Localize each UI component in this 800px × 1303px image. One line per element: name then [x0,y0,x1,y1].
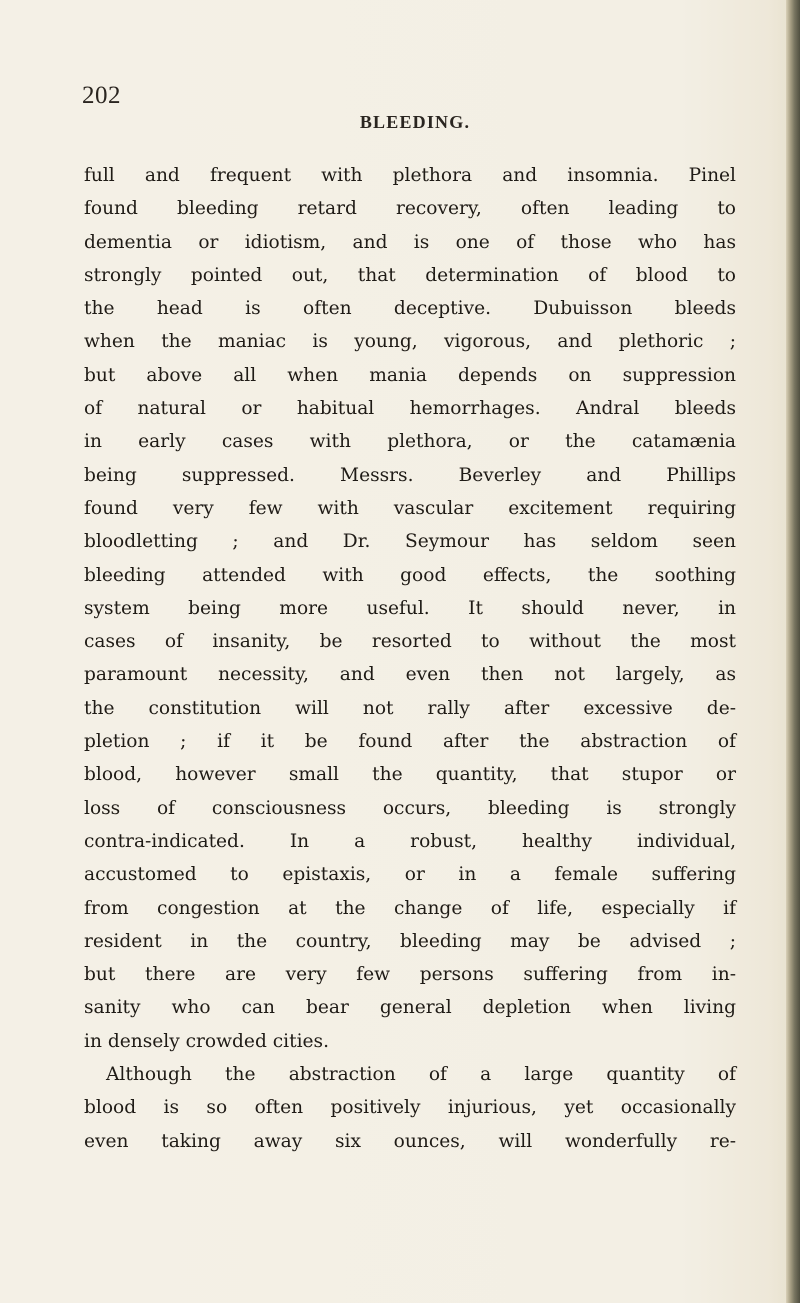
text-line: strongly pointed out, that determination of blood to [84,264,736,286]
running-head: BLEEDING. [359,112,471,132]
text-line: resident in the country, bleeding may be advised ; [84,930,736,952]
page-number: 202 [82,82,121,109]
text-line: sanity who can bear general depletion when living [84,997,736,1019]
text-line: dementia or idiotism, and is one of those who has [84,231,736,253]
text-line: found very few with vascular excitement requiring [84,497,736,519]
text-line: even taking away six ounces, will wonderfully re- [84,1130,736,1152]
text-line: when the maniac is young, vigorous, and plethoric ; [84,331,736,353]
text-line: of natural or habitual hemorrhages. Andral bleeds [84,398,736,420]
text-line: bloodletting ; and Dr. Seymour has seldom seen [84,531,736,553]
paragraph-end-line: in densely crowded cities. [84,1030,329,1052]
text-line: loss of consciousness occurs, bleeding is strongly [84,797,736,819]
text-line: but there are very few persons suffering from in- [84,964,736,986]
text-line: full and frequent with plethora and insomnia. Pinel [84,165,736,186]
text-line: accustomed to epistaxis, or in a female suffering [84,864,736,886]
text-line: the head is often deceptive. Dubuisson bleeds [84,298,736,320]
text-line: pletion ; if it be found after the abstraction of [84,731,736,753]
text-line: cases of insanity, be resorted to without the most [84,631,736,653]
text-line: being suppressed. Messrs. Beverley and Phillips [84,464,736,486]
page-edge-shadow [786,0,800,1303]
text-line: contra-indicated. In a robust, healthy individual, [84,830,736,852]
text-line: in early cases with plethora, or the catamænia [84,431,736,453]
text-line: blood is so often positively injurious, yet occasionally [84,1097,736,1119]
text-line: paramount necessity, and even then not largely, as [84,664,736,686]
text-line: the constitution will not rally after excessive de- [84,697,736,719]
text-line: blood, however small the quantity, that stupor or [84,764,736,786]
text-line: from congestion at the change of life, especially if [84,897,736,919]
text-line: bleeding attended with good effects, the soothing [84,564,736,586]
text-line: system being more useful. It should never, in [84,597,736,619]
body-text [84,159,736,1158]
text-line: but above all when mania depends on suppression [84,364,736,386]
text-line: found bleeding retard recovery, often leading to [84,198,736,220]
paragraph-start-line: Although the abstraction of a large quantity of [106,1064,736,1086]
